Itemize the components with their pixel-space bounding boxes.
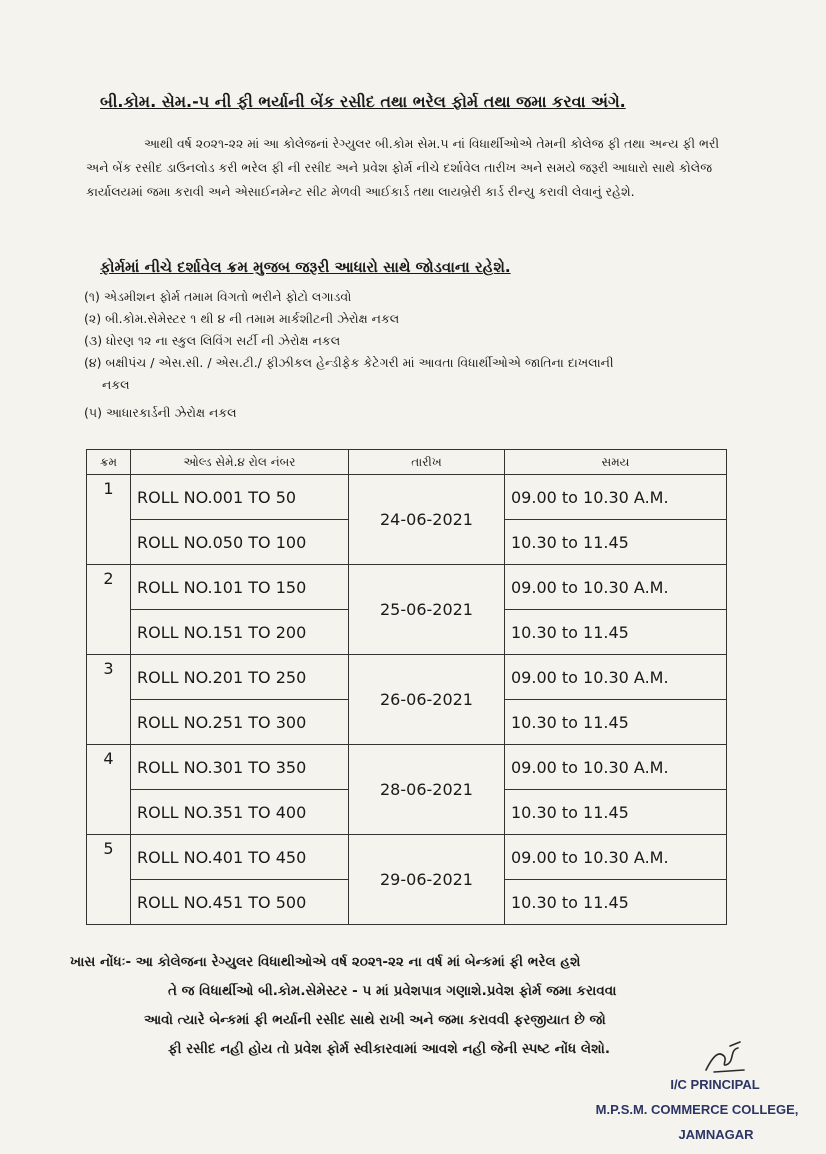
time-slot-cell: 09.00 to 10.30 A.M. [505,655,727,700]
roll-range-cell: ROLL NO.001 TO 50 [131,475,349,520]
table-row [87,655,727,700]
serial-cell: 3 [87,655,131,745]
schedule-table [86,449,727,925]
serial-cell: 5 [87,835,131,925]
table-row [87,835,727,880]
roll-range-cell: ROLL NO.251 TO 300 [131,700,349,745]
time-slot-cell: 10.30 to 11.45 [505,790,727,835]
intro-paragraph: આથી વર્ષ ૨૦૨૧-૨૨ માં આ કોલેજનાં રેગ્યુલર બી.કોમ સેમ.૫ નાં વિધાર્થીઓએ તેમની કોલેજ ફી તથા અન્ય ફી ભરી અને બેંક રસીદ ડાઉનલોડ કરી ભરેલ ફી ની રસીદ અને પ્રવેશ ફોર્મ નીચે દર્શાવેલ તારીખ અને સમયે જરૂરી આધારો સાથે કોલેજ કાર્યાલયમાં જમા કરાવી અને એસાઈનમેન્ટ સીટ મેળવી આઈકાર્ડ તથા લાયબ્રેરી કાર્ડ રીન્યુ કરાવી લેવાનું રહેશે. [86,136,720,199]
requirement-item: (૫) આધારકાર્ડની ઝેરોક્ષ નકલ [84,405,237,420]
header-roll-number: ઓલ્ડ સેમે.૪ રોલ નંબર [131,450,349,475]
requirement-item: (૨) બી.કોમ.સેમેસ્ટર ૧ થી ૪ ની તમામ માર્કશીટની ઝેરોક્ષ નકલ [84,311,400,326]
table-row [87,475,727,520]
requirement-item: (૧) એડમીશન ફોર્મ તમામ વિગતો ભરીને ફોટો લગાડવો [84,289,352,304]
roll-range-cell: ROLL NO.301 TO 350 [131,745,349,790]
roll-range-cell: ROLL NO.401 TO 450 [131,835,349,880]
header-date: તારીખ [349,450,505,475]
principal-stamp [584,1072,810,1147]
roll-range-cell: ROLL NO.151 TO 200 [131,610,349,655]
date-cell: 24-06-2021 [349,475,505,565]
header-time: સમય [505,450,727,475]
document-title: બી.કોમ. સેમ.-૫ ની ફી ભર્યાની બેંક રસીદ તથા ભરેલ ફોર્મ તથા જમા કરવા અંગે. [100,92,626,111]
note-line: આવો ત્યારે બેન્કમાં ફી ભર્યાની રસીદ સાથે રાખી અને જમા કરાવવી ફરજીયાત છે જો [144,1012,606,1028]
time-slot-cell: 10.30 to 11.45 [505,700,727,745]
serial-cell: 1 [87,475,131,565]
header-serial: ક્રમ [87,450,131,475]
stamp-line: I/C PRINCIPAL [670,1077,760,1092]
roll-range-cell: ROLL NO.201 TO 250 [131,655,349,700]
roll-range-cell: ROLL NO.451 TO 500 [131,880,349,925]
table-row [87,745,727,790]
note-line: ખાસ નોંધઃ- આ કોલેજના રેગ્યુલર વિધાથીઓએ વર્ષ ૨૦૨૧-૨૨ ના વર્ષ માં બેન્કમાં ફી ભરેલ હશે [70,954,581,970]
date-cell: 25-06-2021 [349,565,505,655]
roll-range-cell: ROLL NO.351 TO 400 [131,790,349,835]
time-slot-cell: 09.00 to 10.30 A.M. [505,835,727,880]
special-note [70,948,742,1064]
stamp-line: JAMNAGAR [678,1127,754,1142]
stamp-line: M.P.S.M. COMMERCE COLLEGE, [595,1102,799,1117]
time-slot-cell: 10.30 to 11.45 [505,610,727,655]
signature-mark [700,1040,750,1076]
time-slot-cell: 09.00 to 10.30 A.M. [505,745,727,790]
note-line: તે જ વિધાર્થીઓ બી.કોમ.સેમેસ્ટર - ૫ માં પ્રવેશપાત્ર ગણાશે.પ્રવેશ ફોર્મ જમા કરાવવા [168,983,617,999]
date-cell: 28-06-2021 [349,745,505,835]
requirement-text-continued: નકલ [102,377,130,392]
date-cell: 26-06-2021 [349,655,505,745]
roll-range-cell: ROLL NO.050 TO 100 [131,520,349,565]
table-header-row [87,450,727,475]
time-slot-cell: 10.30 to 11.45 [505,880,727,925]
requirements-list [84,286,734,424]
requirement-item [84,352,734,396]
requirement-item: (૩) ધોરણ ૧૨ ના સ્કુલ લિવિંગ સર્ટી ની ઝેરોક્ષ નકલ [84,333,341,348]
serial-cell: 4 [87,745,131,835]
date-cell: 29-06-2021 [349,835,505,925]
time-slot-cell: 10.30 to 11.45 [505,520,727,565]
requirement-text: (૪) બક્ષીપંચ / એસ.સી. / એસ.ટી./ ફીઝીકલ હેન્ડીફેક કેટેગરી માં આવતા વિધાર્થીઓએ જાતિના દાખલાની [84,355,614,370]
table-row [87,565,727,610]
requirements-heading: ફોર્મમાં નીચે દર્શાવેલ ક્રમ મુજબ જરૂરી આધારો સાથે જોડવાના રહેશે. [100,258,511,276]
roll-range-cell: ROLL NO.101 TO 150 [131,565,349,610]
time-slot-cell: 09.00 to 10.30 A.M. [505,475,727,520]
serial-cell: 2 [87,565,131,655]
time-slot-cell: 09.00 to 10.30 A.M. [505,565,727,610]
note-line: ફી રસીદ નહી હોય તો પ્રવેશ ફોર્મ સ્વીકારવામાં આવશે નહી જેની સ્પષ્ટ નોંધ લેશો. [168,1041,610,1057]
